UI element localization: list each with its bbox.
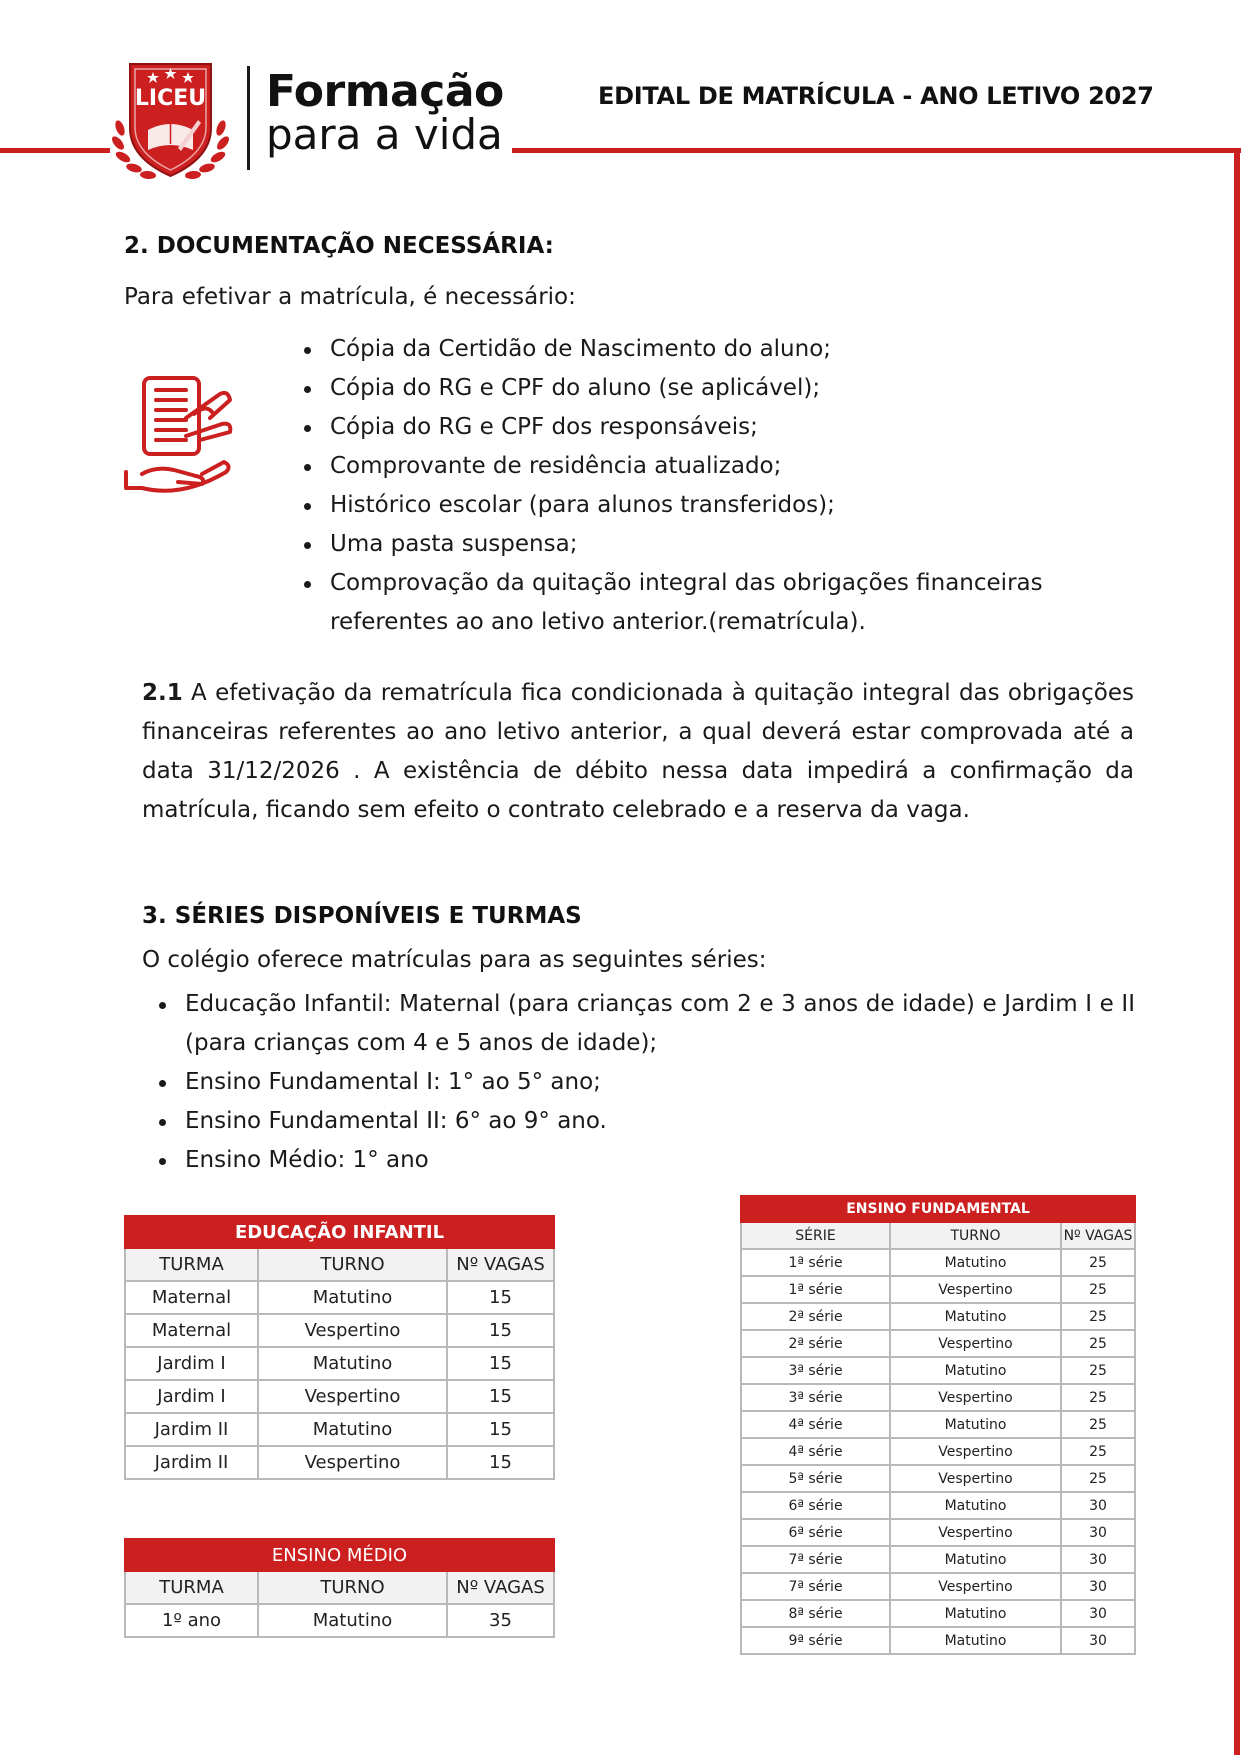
table-cell: Vespertino: [890, 1384, 1061, 1411]
series-list: [155, 985, 1135, 1180]
table-cell: Matutino: [890, 1492, 1061, 1519]
table-cell: Vespertino: [890, 1465, 1061, 1492]
column-header: Nº VAGAS: [447, 1571, 554, 1604]
table-title: ENSINO MÉDIO: [125, 1539, 554, 1571]
list-item: Comprovante de residência atualizado;: [300, 447, 1130, 486]
table-cell: 7ª série: [741, 1573, 890, 1600]
list-item: Uma pasta suspensa;: [300, 525, 1130, 564]
table-cell: 30: [1061, 1519, 1135, 1546]
table-cell: Jardim I: [125, 1380, 258, 1413]
column-header: Nº VAGAS: [447, 1248, 554, 1281]
table-row: [741, 1600, 1135, 1627]
table-cell: 4ª série: [741, 1438, 890, 1465]
table-cell: 9ª série: [741, 1627, 890, 1654]
table-cell: 30: [1061, 1492, 1135, 1519]
column-header: TURNO: [890, 1222, 1061, 1249]
table-cell: Vespertino: [890, 1330, 1061, 1357]
table-cell: 25: [1061, 1384, 1135, 1411]
table-cell: Matutino: [258, 1281, 447, 1314]
table-cell: 6ª série: [741, 1492, 890, 1519]
table-cell: 2ª série: [741, 1330, 890, 1357]
table-row: [125, 1314, 554, 1347]
logo-text: LICEU: [134, 86, 207, 111]
table-cell: Vespertino: [258, 1446, 447, 1479]
document-title: EDITAL DE MATRÍCULA - ANO LETIVO 2027: [598, 82, 1154, 110]
brand-line-1: Formação: [266, 66, 504, 117]
table-cell: 15: [447, 1446, 554, 1479]
table-cell: 15: [447, 1314, 554, 1347]
list-item: Cópia do RG e CPF dos responsáveis;: [300, 408, 1130, 447]
table-ensino-medio: [124, 1538, 555, 1638]
liceu-logo: [108, 58, 233, 183]
table-cell: 4ª série: [741, 1411, 890, 1438]
table-educacao-infantil: [124, 1215, 555, 1480]
column-header: TURMA: [125, 1248, 258, 1281]
table-cell: 1ª série: [741, 1249, 890, 1276]
table-row: [741, 1411, 1135, 1438]
table-row: [125, 1446, 554, 1479]
table-cell: Maternal: [125, 1314, 258, 1347]
table-cell: Vespertino: [890, 1276, 1061, 1303]
table-cell: Vespertino: [258, 1380, 447, 1413]
table-cell: 15: [447, 1380, 554, 1413]
column-header: TURNO: [258, 1248, 447, 1281]
list-item: Ensino Médio: 1° ano: [155, 1141, 1135, 1180]
table-cell: Matutino: [258, 1347, 447, 1380]
list-item: Cópia do RG e CPF do aluno (se aplicável);: [300, 369, 1130, 408]
table-cell: 7ª série: [741, 1546, 890, 1573]
table-cell: Vespertino: [890, 1438, 1061, 1465]
column-header: TURNO: [258, 1571, 447, 1604]
table-cell: 1º ano: [125, 1604, 258, 1637]
frame-line-right: [1234, 148, 1240, 1755]
table-cell: 2ª série: [741, 1303, 890, 1330]
table-cell: 30: [1061, 1546, 1135, 1573]
section-3-heading: 3. SÉRIES DISPONÍVEIS E TURMAS: [142, 903, 582, 929]
table-cell: Matutino: [890, 1546, 1061, 1573]
table-row: [125, 1380, 554, 1413]
table-ensino-fundamental: [740, 1195, 1136, 1655]
table-cell: 25: [1061, 1303, 1135, 1330]
table-cell: 25: [1061, 1330, 1135, 1357]
table-cell: 30: [1061, 1627, 1135, 1654]
table-cell: 5ª série: [741, 1465, 890, 1492]
section-2-heading: 2. DOCUMENTAÇÃO NECESSÁRIA:: [124, 233, 554, 259]
section-2-intro: Para efetivar a matrícula, é necessário:: [124, 284, 576, 310]
list-item: Cópia da Certidão de Nascimento do aluno;: [300, 330, 1130, 369]
table-cell: Matutino: [890, 1411, 1061, 1438]
table-cell: Matutino: [258, 1413, 447, 1446]
table-cell: 3ª série: [741, 1357, 890, 1384]
table-row: [741, 1357, 1135, 1384]
section-2-1-text: A efetivação da rematrícula fica condicionada à quitação integral das obrigações financeiras referentes ao ano letivo anterior, a qual deverá estar comprovada até a data 31/12/2026 . A existência de débito nessa data impedirá a confirmação da matrícula, ficando sem efeito o contrato celebrado e a reserva da vaga.: [142, 680, 1134, 823]
table-cell: Jardim II: [125, 1413, 258, 1446]
table-cell: 15: [447, 1347, 554, 1380]
table-cell: 25: [1061, 1465, 1135, 1492]
table-cell: Vespertino: [890, 1519, 1061, 1546]
table-row: [741, 1546, 1135, 1573]
table-cell: Vespertino: [258, 1314, 447, 1347]
column-header: SÉRIE: [741, 1222, 890, 1249]
table-cell: 3ª série: [741, 1384, 890, 1411]
list-item: Histórico escolar (para alunos transferidos);: [300, 486, 1130, 525]
table-row: [125, 1413, 554, 1446]
table-row: [125, 1604, 554, 1637]
table-row: [741, 1330, 1135, 1357]
table-row: [741, 1303, 1135, 1330]
section-3-intro: O colégio oferece matrículas para as seguintes séries:: [142, 947, 767, 973]
table-row: [741, 1465, 1135, 1492]
table-row: [741, 1276, 1135, 1303]
list-item: Educação Infantil: Maternal (para crianças com 2 e 3 anos de idade) e Jardim I e II (para crianças com 4 e 5 anos de idade);: [155, 985, 1135, 1063]
table-cell: Matutino: [890, 1357, 1061, 1384]
table-body: [741, 1249, 1135, 1654]
table-cell: 35: [447, 1604, 554, 1637]
documents-list: [300, 330, 1130, 642]
table-body: [125, 1604, 554, 1637]
table-cell: 25: [1061, 1357, 1135, 1384]
table-body: [125, 1281, 554, 1479]
table-row: [741, 1438, 1135, 1465]
table-cell: Jardim II: [125, 1446, 258, 1479]
table-cell: 25: [1061, 1249, 1135, 1276]
table-cell: Matutino: [890, 1303, 1061, 1330]
document-handover-icon: [122, 374, 248, 500]
column-header: Nº VAGAS: [1061, 1222, 1135, 1249]
table-cell: 15: [447, 1281, 554, 1314]
table-cell: 30: [1061, 1600, 1135, 1627]
table-cell: Matutino: [890, 1627, 1061, 1654]
table-row: [741, 1384, 1135, 1411]
table-cell: 25: [1061, 1276, 1135, 1303]
table-cell: 6ª série: [741, 1519, 890, 1546]
frame-line-top-left: [0, 148, 110, 153]
table-row: [741, 1249, 1135, 1276]
table-title: EDUCAÇÃO INFANTIL: [125, 1216, 554, 1248]
list-item: Ensino Fundamental I: 1° ao 5° ano;: [155, 1063, 1135, 1102]
table-cell: 8ª série: [741, 1600, 890, 1627]
table-cell: Maternal: [125, 1281, 258, 1314]
table-title: ENSINO FUNDAMENTAL: [741, 1196, 1135, 1222]
table-cell: 30: [1061, 1573, 1135, 1600]
table-cell: Jardim I: [125, 1347, 258, 1380]
table-cell: Matutino: [890, 1600, 1061, 1627]
list-item: Ensino Fundamental II: 6° ao 9° ano.: [155, 1102, 1135, 1141]
brand-line-2: para a vida: [266, 110, 503, 159]
table-row: [741, 1573, 1135, 1600]
table-row: [741, 1519, 1135, 1546]
section-2-1-number: 2.1: [142, 680, 183, 706]
table-cell: 25: [1061, 1411, 1135, 1438]
table-cell: 1ª série: [741, 1276, 890, 1303]
table-cell: Matutino: [258, 1604, 447, 1637]
table-cell: Vespertino: [890, 1573, 1061, 1600]
header-divider: [247, 66, 250, 170]
table-row: [125, 1347, 554, 1380]
table-cell: 15: [447, 1413, 554, 1446]
table-row: [741, 1627, 1135, 1654]
table-cell: Matutino: [890, 1249, 1061, 1276]
table-row: [125, 1281, 554, 1314]
list-item: Comprovação da quitação integral das obrigações financeiras referentes ao ano letivo anterior.(rematrícula).: [300, 564, 1130, 642]
table-cell: 25: [1061, 1438, 1135, 1465]
frame-line-top-right: [512, 148, 1241, 153]
table-row: [741, 1492, 1135, 1519]
section-2-1-paragraph: [142, 674, 1134, 830]
column-header: TURMA: [125, 1571, 258, 1604]
